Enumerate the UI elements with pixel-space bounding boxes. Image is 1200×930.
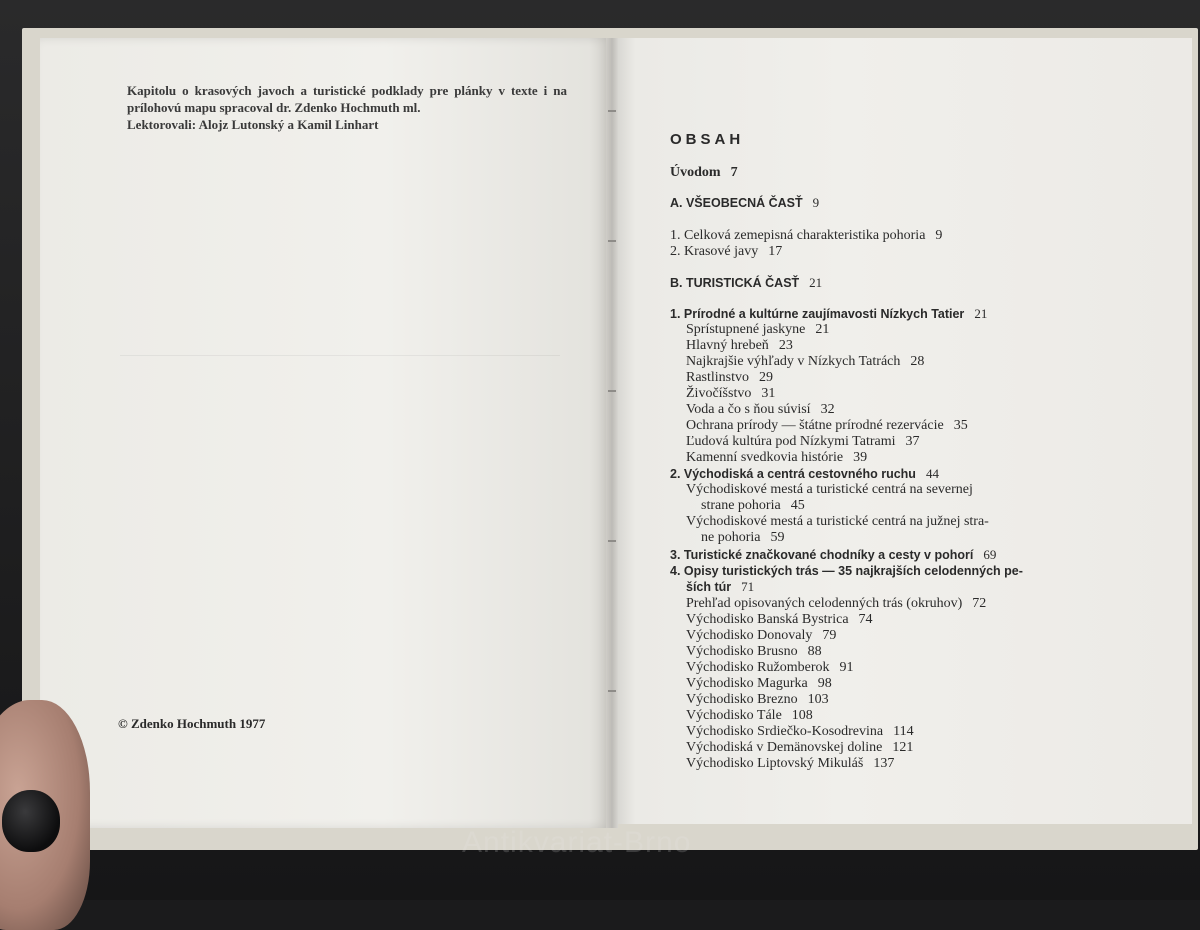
toc-entry-text: Živočíšstvo (686, 386, 752, 401)
toc-entry-text: ších túr (686, 580, 732, 594)
toc-entry-text: B. TURISTICKÁ ČASŤ (670, 276, 800, 290)
toc-entry (686, 676, 832, 692)
toc-entry-page: 31 (761, 386, 776, 401)
toc-entry-text: Východisko Magurka (686, 676, 808, 691)
toc-entry-text: Východisko Srdiečko-Kosodrevina (686, 724, 884, 739)
toc-entry-text: ne pohoria (701, 530, 761, 545)
toc-entry (686, 514, 989, 530)
toc-entry (686, 370, 773, 386)
toc-title: OBSAH (670, 131, 745, 148)
toc-entry (686, 338, 793, 354)
toc-entry (686, 596, 986, 612)
watermark: Antikvariat-Brno (462, 826, 692, 859)
toc-entry-page: 59 (770, 530, 785, 545)
credits-reviewers: Lektorovali: Alojz Lutonský a Kamil Linhart (127, 117, 379, 132)
toc-entry-text: Východisko Donovaly (686, 628, 813, 643)
toc-entry (670, 228, 942, 244)
toc-entry-text: Ochrana prírody — štátne prírodné rezervácie (686, 418, 944, 433)
toc-entry (670, 195, 819, 211)
toc-entry (686, 644, 822, 660)
toc-entry-page: 71 (741, 579, 755, 594)
toc-entry (686, 354, 924, 370)
toc-entry (670, 275, 822, 291)
toc-entry (686, 628, 836, 644)
toc-entry-page: 69 (983, 547, 997, 562)
toc-entry-text: Východiskové mestá a turistické centrá na severnej (686, 482, 973, 497)
toc-entry-text: 2. Krasové javy (670, 244, 759, 259)
toc-entry-page: 32 (820, 402, 835, 417)
toc-entry-text: Ľudová kultúra pod Nízkymi Tatrami (686, 434, 896, 449)
toc-entry-page: 91 (839, 660, 854, 675)
toc-entry-text: Prehľad opisovaných celodenných trás (okruhov) (686, 596, 963, 611)
toc-entry (686, 579, 754, 595)
toc-entry (686, 660, 853, 676)
toc-entry-text: 1. Celková zemepisná charakteristika pohoria (670, 228, 926, 243)
toc-entry-page: 21 (815, 322, 830, 337)
toc-entry-text: 3. Turistické značkované chodníky a cesty v pohorí (670, 548, 974, 562)
toc-entry-page: 23 (778, 338, 793, 353)
toc-entry (670, 244, 782, 260)
toc-entry-page: 39 (853, 450, 868, 465)
toc-entry-page: 108 (791, 708, 813, 723)
toc-entry-page: 21 (974, 306, 988, 321)
toc-entry (686, 692, 829, 708)
toc-entry-text: Sprístupnené jaskyne (686, 322, 806, 337)
toc-entry (686, 612, 873, 628)
toc-entry-text: Východisko Tále (686, 708, 782, 723)
toc-entry-text: Východisko Ružomberok (686, 660, 830, 675)
toc-entry-text: Východisko Banská Bystrica (686, 612, 849, 627)
toc-entry-page: 28 (910, 354, 925, 369)
toc-entry-page: 72 (972, 596, 987, 611)
toc-entry-text: Východiskové mestá a turistické centrá na južnej stra- (686, 514, 989, 529)
toc-entry-page: 88 (807, 644, 822, 659)
toc-entry-page: 21 (809, 275, 823, 290)
toc-entry (686, 450, 867, 466)
toc-entry-text: strane pohoria (701, 498, 781, 513)
credits-paragraph: Kapitolu o krasových javoch a turistické podklady pre plánky v texte i na prílohovú mapu spracoval dr. Zdenko Hochmuth ml. (127, 83, 567, 115)
toc-entry (670, 165, 738, 181)
toc-entry (670, 466, 939, 482)
toc-entry-text: Hlavný hrebeň (686, 338, 769, 353)
toc-entry (686, 434, 920, 450)
toc-entry-text: A. VŠEOBECNÁ ČASŤ (670, 196, 803, 210)
toc-entry (670, 547, 996, 563)
toc-entry-page: 9 (812, 195, 820, 210)
toc-entry-text: Úvodom (670, 165, 721, 180)
toc-entry-page: 98 (817, 676, 832, 691)
toc-entry-text: Kamenní svedkovia histórie (686, 450, 844, 465)
toc-entry (701, 530, 784, 546)
toc-entry-text: Rastlinstvo (686, 370, 750, 385)
toc-entry-text: 2. Východiská a centrá cestovného ruchu (670, 467, 916, 481)
toc-entry-text: 1. Prírodné a kultúrne zaujímavosti Nízkych Tatier (670, 307, 965, 321)
toc-entry-text: Východiská v Demänovskej doline (686, 740, 883, 755)
toc-entry-page: 74 (858, 612, 873, 627)
toc-entry-page: 9 (935, 228, 943, 243)
toc-entry-text: Najkrajšie výhľady v Nízkych Tatrách (686, 354, 901, 369)
toc-entry-text: 4. Opisy turistických trás — 35 najkrajších celodenných pe- (670, 564, 1023, 578)
toc-entry (686, 740, 913, 756)
toc-entry-page: 114 (893, 724, 914, 739)
toc-entry (686, 402, 835, 418)
toc-entry-page: 137 (873, 756, 895, 771)
toc-entry (686, 708, 813, 724)
toc-entry-page: 37 (905, 434, 920, 449)
toc-entry-page: 7 (730, 165, 738, 180)
toc-entry (701, 498, 805, 514)
toc-entry-page: 79 (822, 628, 837, 643)
toc-entry-text: Východisko Brezno (686, 692, 798, 707)
fingernail (2, 790, 60, 852)
toc-entry-page: 44 (925, 466, 939, 481)
toc-entry-text: Východisko Liptovský Mikuláš (686, 756, 864, 771)
toc-entry-page: 17 (768, 244, 783, 259)
copyright-notice: © Zdenko Hochmuth 1977 (118, 716, 266, 731)
toc-entry-text: Voda a čo s ňou súvisí (686, 402, 811, 417)
toc-entry (686, 724, 914, 740)
toc-entry-page: 35 (953, 418, 968, 433)
toc-entry-page: 121 (892, 740, 914, 755)
toc-entry-text: Východisko Brusno (686, 644, 798, 659)
toc-entry (670, 306, 987, 322)
toc-entry (670, 563, 1023, 579)
toc-entry (686, 418, 968, 434)
toc-entry (686, 386, 775, 402)
toc-entry (686, 482, 973, 498)
toc-entry (686, 322, 829, 338)
toc-entry-page: 103 (807, 692, 829, 707)
toc-entry-page: 29 (759, 370, 774, 385)
toc-entry (686, 756, 894, 772)
toc-entry-page: 45 (790, 498, 805, 513)
